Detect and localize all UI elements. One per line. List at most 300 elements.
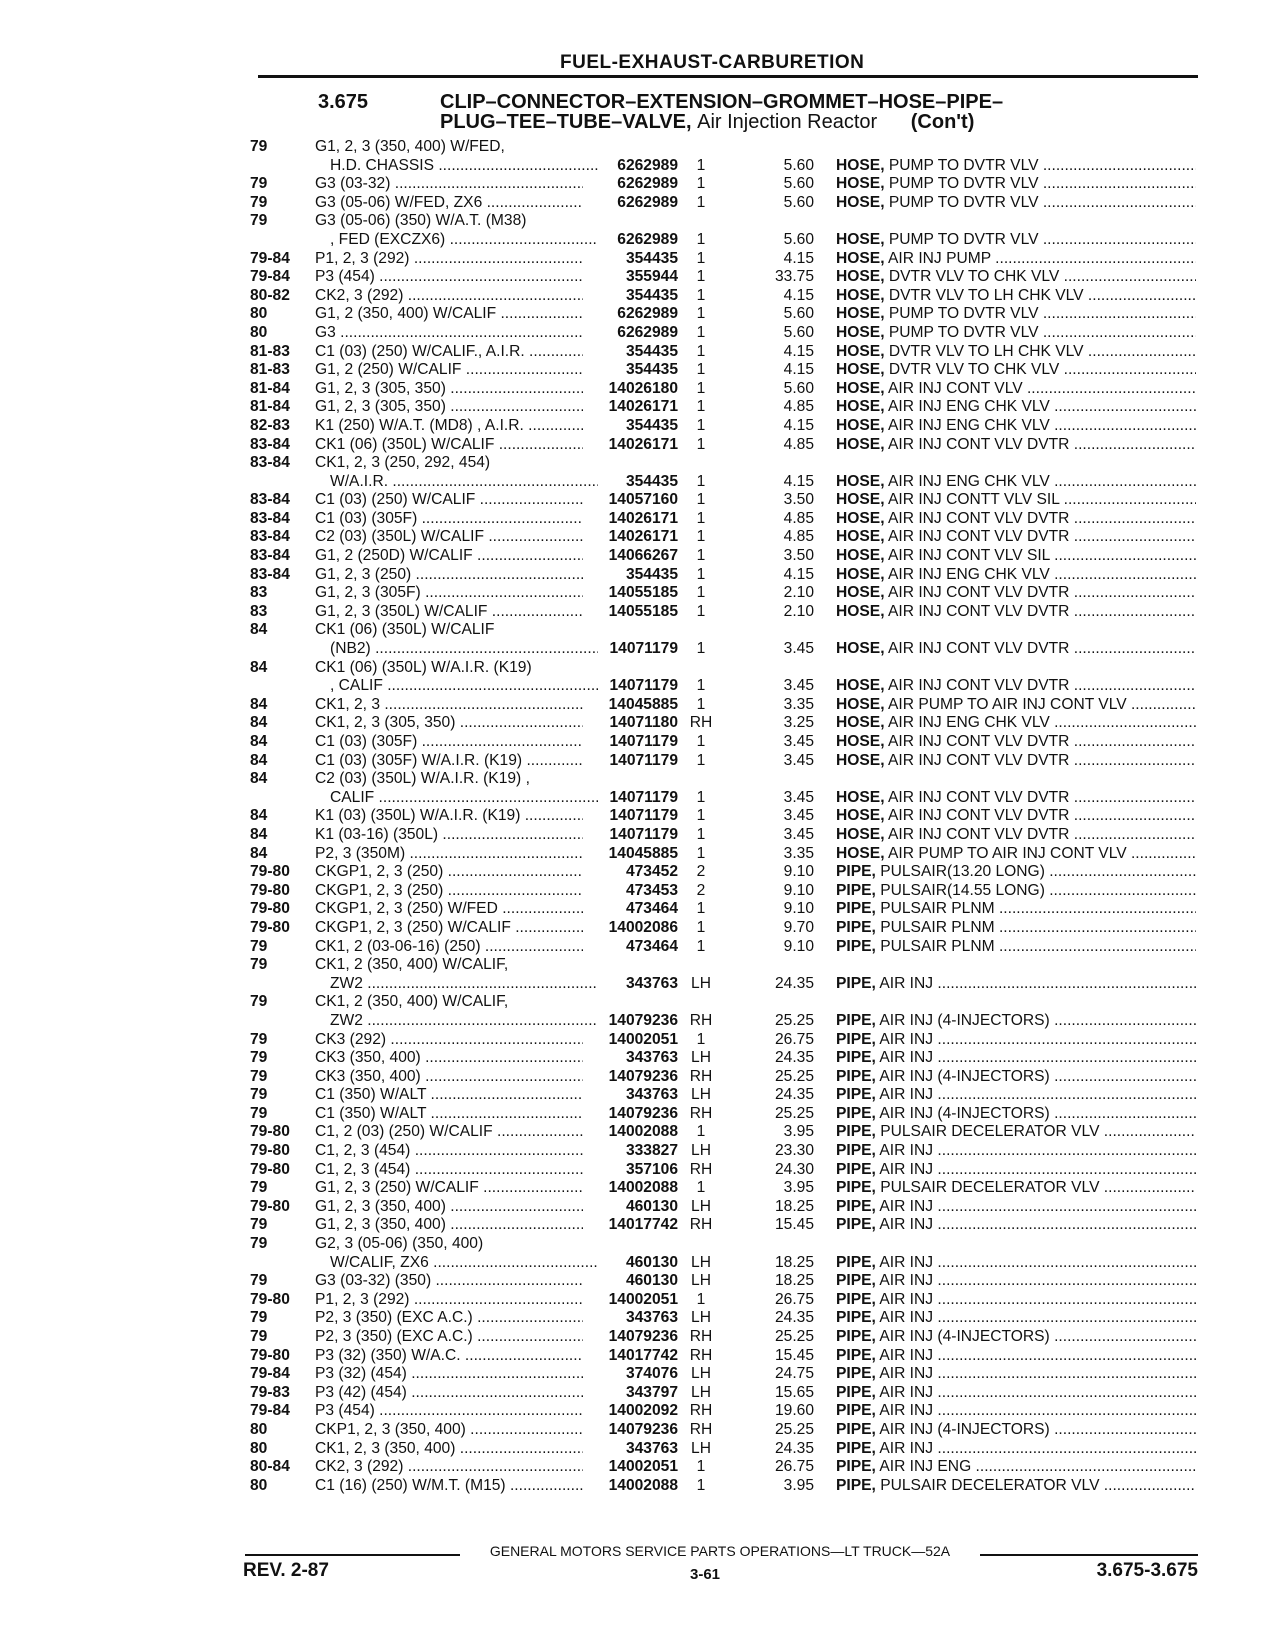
part-description — [836, 250, 1196, 269]
table-row — [0, 528, 1280, 547]
quantity: LH — [691, 1253, 711, 1271]
quantity: LH — [691, 1439, 711, 1457]
table-row — [0, 1421, 1280, 1440]
table-row — [0, 956, 1280, 975]
part-number: 6262989 — [617, 175, 678, 193]
part-number: 14071179 — [609, 788, 678, 806]
table-row — [0, 1440, 1280, 1459]
unit-price: 24.35 — [774, 1309, 814, 1327]
quantity: 1 — [696, 900, 706, 918]
vehicle-application: (NB2) ..... — [330, 640, 598, 659]
vehicle-application: P1, 2, 3 (292) ..... — [315, 1291, 583, 1310]
footer-section-reference: 3.675-3.675 — [1096, 1560, 1198, 1581]
part-number: 333827 — [625, 1142, 678, 1160]
model-year: 83 — [250, 584, 268, 602]
table-row — [0, 268, 1280, 287]
part-item-name: PIPE, — [836, 1290, 876, 1308]
model-year: 79-84 — [250, 268, 290, 286]
part-item-name: HOSE, — [836, 175, 885, 193]
part-number: 14071179 — [609, 751, 678, 769]
part-item-name: HOSE, — [836, 788, 885, 806]
table-row — [0, 212, 1280, 231]
part-number: 357106 — [625, 1160, 678, 1178]
model-year: 84 — [250, 844, 268, 862]
model-year: 84 — [250, 658, 268, 676]
model-year: 79 — [250, 1309, 268, 1327]
quantity: LH — [691, 1272, 711, 1290]
part-description — [836, 1254, 1196, 1273]
quantity: 1 — [696, 1458, 706, 1476]
part-number: 14079236 — [608, 1420, 678, 1438]
unit-price: 5.60 — [783, 230, 814, 248]
model-year: 79 — [250, 1272, 268, 1290]
model-year: 83-84 — [250, 509, 290, 527]
model-year: 79 — [250, 1216, 268, 1234]
quantity: 1 — [696, 342, 706, 360]
model-year: 84 — [250, 714, 268, 732]
part-number: 14026171 — [608, 398, 678, 416]
model-year: 80 — [250, 1420, 268, 1438]
quantity: 1 — [696, 1476, 706, 1494]
table-row — [0, 882, 1280, 901]
table-row — [0, 305, 1280, 324]
part-description-text: AIR INJ — [879, 1383, 934, 1401]
part-number: 14002088 — [608, 1179, 678, 1197]
model-year: 84 — [250, 751, 268, 769]
part-item-name: HOSE, — [836, 844, 885, 862]
part-item-name: PIPE, — [836, 1439, 876, 1457]
vehicle-application: P3 (42) (454) ..... — [315, 1384, 583, 1403]
model-year: 81-83 — [250, 342, 290, 360]
vehicle-application: G1, 2, 3 (305F) ..... — [315, 584, 583, 603]
part-number: 354435 — [625, 565, 678, 583]
table-row — [0, 361, 1280, 380]
vehicle-application: CK2, 3 (292) ..... — [315, 287, 583, 306]
table-row — [0, 138, 1280, 157]
part-item-name: HOSE, — [836, 361, 885, 379]
quantity: 1 — [696, 1123, 706, 1141]
model-year: 81-84 — [250, 398, 290, 416]
part-description-text: AIR INJ (4-INJECTORS) — [879, 1067, 1050, 1085]
part-item-name: HOSE, — [836, 714, 885, 732]
unit-price: 18.25 — [774, 1197, 814, 1215]
part-description-text: AIR PUMP TO AIR INJ CONT VLV — [888, 695, 1127, 713]
model-year: 84 — [250, 695, 268, 713]
part-number: 14026171 — [608, 435, 678, 453]
part-item-name: HOSE, — [836, 547, 885, 565]
part-number: 354435 — [625, 361, 678, 379]
model-year: 79-80 — [250, 1290, 290, 1308]
part-item-name: PIPE, — [836, 918, 876, 936]
part-description-text: AIR INJ (4-INJECTORS) — [879, 1328, 1050, 1345]
quantity: 1 — [696, 286, 706, 304]
part-description — [836, 584, 1196, 603]
table-row — [0, 1123, 1280, 1142]
part-number: 14079236 — [608, 1011, 678, 1029]
part-number: 354435 — [625, 472, 678, 490]
part-description-text: AIR INJ (4-INJECTORS) — [879, 1104, 1050, 1122]
part-description-text: AIR INJ — [879, 1142, 934, 1160]
unit-price: 25.25 — [774, 1328, 814, 1345]
table-row — [0, 919, 1280, 938]
vehicle-application: CK1 (06) (350L) W/CALIF ..... — [315, 436, 583, 455]
quantity: 1 — [696, 937, 706, 955]
part-number: 6262989 — [617, 305, 678, 323]
unit-price: 9.10 — [783, 900, 814, 918]
part-number: 14017742 — [608, 1216, 678, 1234]
model-year: 80-84 — [250, 1458, 290, 1476]
quantity: 1 — [696, 249, 706, 267]
table-row — [0, 1216, 1280, 1235]
part-description-text: PUMP TO DVTR VLV — [888, 323, 1039, 341]
table-row — [0, 175, 1280, 194]
model-year: 79-80 — [250, 881, 290, 899]
vehicle-application: CKP1, 2, 3 (350, 400) ..... — [315, 1421, 583, 1440]
part-item-name: PIPE, — [836, 1383, 876, 1401]
quantity: 1 — [696, 807, 706, 825]
part-description — [836, 1142, 1196, 1161]
unit-price: 24.30 — [774, 1160, 814, 1178]
table-row — [0, 398, 1280, 417]
model-year: 79-83 — [250, 1383, 290, 1401]
model-year: 83-84 — [250, 435, 290, 453]
table-row — [0, 696, 1280, 715]
model-year: 79 — [250, 993, 268, 1011]
vehicle-application: G1, 2, 3 (350, 400) ..... — [315, 1198, 583, 1217]
table-row — [0, 584, 1280, 603]
table-row — [0, 752, 1280, 771]
part-item-name: PIPE, — [836, 1011, 876, 1029]
vehicle-application: CK3 (292) ..... — [315, 1031, 583, 1050]
vehicle-application: C1, 2 (03) (250) W/CALIF ..... — [315, 1123, 583, 1142]
table-row — [0, 1105, 1280, 1124]
part-description — [836, 938, 1196, 957]
part-description-text: AIR INJ CONT VLV DVTR — [888, 807, 1070, 825]
part-number: 343763 — [625, 974, 678, 992]
part-description — [836, 547, 1196, 566]
part-description-text: AIR INJ — [879, 1049, 934, 1067]
part-description-text: PULSAIR PLNM — [880, 900, 995, 918]
part-description — [836, 1086, 1196, 1105]
unit-price: 3.45 — [783, 677, 814, 695]
part-item-name: PIPE, — [836, 1142, 876, 1160]
table-row — [0, 975, 1280, 994]
table-row — [0, 380, 1280, 399]
quantity: LH — [691, 1383, 711, 1401]
table-row — [0, 231, 1280, 250]
part-description — [836, 640, 1196, 659]
quantity: 2 — [696, 881, 706, 899]
part-number: 473464 — [625, 937, 678, 955]
part-number: 473464 — [625, 900, 678, 918]
unit-price: 5.60 — [783, 156, 814, 174]
table-row — [0, 1402, 1280, 1421]
model-year: 79-80 — [250, 1123, 290, 1141]
unit-price: 4.85 — [783, 435, 814, 453]
part-description — [836, 473, 1196, 492]
part-description-text: AIR PUMP TO AIR INJ CONT VLV — [888, 844, 1127, 862]
part-item-name: HOSE, — [836, 509, 885, 527]
table-row — [0, 770, 1280, 789]
unit-price: 3.50 — [783, 547, 814, 565]
vehicle-application: P3 (454) ..... — [315, 268, 583, 287]
vehicle-application: C2 (03) (350L) W/CALIF ..... — [315, 528, 583, 547]
table-row — [0, 250, 1280, 269]
part-description-text: PULSAIR DECELERATOR VLV — [880, 1179, 1100, 1197]
section-heading-subtitle: Air Injection Reactor — [697, 111, 878, 133]
table-row — [0, 863, 1280, 882]
part-item-name: PIPE, — [836, 863, 876, 881]
vehicle-application: W/A.I.R. ..... — [330, 473, 598, 492]
part-description — [836, 231, 1196, 250]
quantity: 1 — [696, 1030, 706, 1048]
part-description-text: AIR INJ CONT VLV DVTR — [888, 825, 1070, 843]
quantity: LH — [691, 1142, 711, 1160]
part-description — [836, 1384, 1196, 1403]
part-description — [836, 528, 1196, 547]
quantity: RH — [689, 1420, 713, 1438]
table-row — [0, 1142, 1280, 1161]
table-row — [0, 1291, 1280, 1310]
part-item-name: PIPE, — [836, 1328, 876, 1345]
vehicle-application: K1 (250) W/A.T. (MD8) , A.I.R. ..... — [315, 417, 583, 436]
part-description-text: AIR INJ (4-INJECTORS) — [879, 1420, 1050, 1438]
vehicle-application: P3 (32) (350) W/A.C. ..... — [315, 1347, 583, 1366]
table-row — [0, 1179, 1280, 1198]
part-item-name: PIPE, — [836, 1402, 876, 1420]
quantity: 1 — [696, 268, 706, 286]
part-description-text: AIR INJ — [879, 1439, 934, 1457]
model-year: 79 — [250, 175, 268, 193]
model-year: 81-84 — [250, 379, 290, 397]
table-row — [0, 677, 1280, 696]
part-item-name: HOSE, — [836, 602, 885, 620]
vehicle-application: G1, 2, 3 (250) W/CALIF ..... — [315, 1179, 583, 1198]
part-item-name: HOSE, — [836, 584, 885, 602]
part-description — [836, 696, 1196, 715]
vehicle-application: C1 (350) W/ALT ..... — [315, 1086, 583, 1105]
part-description-text: AIR INJ CONT VLV DVTR — [888, 640, 1070, 658]
model-year: 80 — [250, 323, 268, 341]
model-year: 79 — [250, 193, 268, 211]
unit-price: 4.85 — [783, 509, 814, 527]
unit-price: 18.25 — [774, 1272, 814, 1290]
quantity: 1 — [696, 565, 706, 583]
table-row — [0, 1347, 1280, 1366]
part-description-text: AIR INJ — [879, 1030, 934, 1048]
table-row — [0, 1235, 1280, 1254]
table-row — [0, 1254, 1280, 1273]
vehicle-application: G2, 3 (05-06) (350, 400) — [315, 1235, 484, 1253]
header-rule — [258, 75, 1198, 78]
model-year: 82-83 — [250, 416, 290, 434]
model-year: 79-80 — [250, 1346, 290, 1364]
unit-price: 9.70 — [783, 918, 814, 936]
part-description-text: PULSAIR(13.20 LONG) — [880, 863, 1045, 881]
part-item-name: PIPE, — [836, 1160, 876, 1178]
part-number: 14002051 — [608, 1030, 678, 1048]
part-description — [836, 677, 1196, 696]
unit-price: 25.25 — [774, 1420, 814, 1438]
unit-price: 4.15 — [783, 472, 814, 490]
table-row — [0, 1086, 1280, 1105]
part-description-text: PUMP TO DVTR VLV — [888, 305, 1039, 323]
part-description — [836, 398, 1196, 417]
section-heading-line1: CLIP–CONNECTOR–EXTENSION–GROMMET–HOSE–PIPE– — [440, 91, 1004, 113]
model-year: 79 — [250, 1328, 268, 1345]
model-year: 79-84 — [250, 1402, 290, 1420]
unit-price: 4.15 — [783, 342, 814, 360]
part-description — [836, 1012, 1196, 1031]
vehicle-application: P3 (32) (454) ..... — [315, 1365, 583, 1384]
vehicle-application: CK3 (350, 400) ..... — [315, 1068, 583, 1087]
model-year: 83-84 — [250, 528, 290, 546]
quantity: RH — [689, 1011, 713, 1029]
table-row — [0, 1384, 1280, 1403]
part-description — [836, 1198, 1196, 1217]
part-number: 343797 — [625, 1383, 678, 1401]
part-item-name: PIPE, — [836, 1030, 876, 1048]
unit-price: 26.75 — [774, 1030, 814, 1048]
unit-price: 19.60 — [774, 1402, 814, 1420]
part-description — [836, 343, 1196, 362]
vehicle-application: P2, 3 (350) (EXC A.C.) ..... — [315, 1328, 583, 1347]
quantity: 1 — [696, 640, 706, 658]
table-row — [0, 938, 1280, 957]
vehicle-application: K1 (03-16) (350L) ..... — [315, 826, 583, 845]
quantity: LH — [691, 1086, 711, 1104]
part-description — [836, 1179, 1196, 1198]
model-year: 79 — [250, 1179, 268, 1197]
vehicle-application: K1 (03) (350L) W/A.I.R. (K19) ..... — [315, 807, 583, 826]
vehicle-application: CKGP1, 2, 3 (250) ..... — [315, 882, 583, 901]
part-item-name: PIPE, — [836, 1365, 876, 1383]
unit-price: 15.45 — [774, 1346, 814, 1364]
part-description-text: PULSAIR(14.55 LONG) — [880, 881, 1045, 899]
unit-price: 25.25 — [774, 1011, 814, 1029]
part-description — [836, 1123, 1196, 1142]
part-description-text: AIR INJ ENG — [879, 1458, 972, 1476]
table-row — [0, 287, 1280, 306]
quantity: 1 — [696, 1290, 706, 1308]
footer-page-number: 3-61 — [690, 1566, 721, 1583]
part-description-text: DVTR VLV TO CHK VLV — [888, 361, 1060, 379]
vehicle-application: CK1, 2 (350, 400) W/CALIF, — [315, 956, 509, 974]
part-number: 6262989 — [617, 193, 678, 211]
model-year: 80 — [250, 305, 268, 323]
part-description-text: AIR INJ ENG CHK VLV — [888, 416, 1050, 434]
model-year: 79-84 — [250, 1365, 290, 1383]
part-description — [836, 1291, 1196, 1310]
part-description-text: AIR INJ CONT VLV DVTR — [888, 509, 1070, 527]
part-description — [836, 1402, 1196, 1421]
part-description — [836, 975, 1196, 994]
part-number: 343763 — [625, 1049, 678, 1067]
quantity: 1 — [696, 230, 706, 248]
unit-price: 24.35 — [774, 974, 814, 992]
unit-price: 9.10 — [783, 863, 814, 881]
quantity: 1 — [696, 305, 706, 323]
part-number: 14066267 — [608, 547, 678, 565]
part-number: 6262989 — [617, 230, 678, 248]
quantity: RH — [689, 1216, 713, 1234]
vehicle-application: G1, 2, 3 (305, 350) ..... — [315, 398, 583, 417]
vehicle-application: H.D. CHASSIS ..... — [330, 157, 598, 176]
part-item-name: PIPE, — [836, 1458, 876, 1476]
part-description-text: AIR INJ ENG CHK VLV — [888, 565, 1050, 583]
table-row — [0, 714, 1280, 733]
part-description — [836, 1309, 1196, 1328]
unit-price: 9.10 — [783, 937, 814, 955]
model-year: 84 — [250, 621, 268, 639]
unit-price: 4.15 — [783, 249, 814, 267]
part-description-text: AIR INJ CONT VLV — [888, 379, 1023, 397]
quantity: 1 — [696, 844, 706, 862]
part-number: 374076 — [625, 1365, 678, 1383]
table-row — [0, 807, 1280, 826]
table-row — [0, 1328, 1280, 1347]
quantity: 1 — [696, 788, 706, 806]
part-number: 14071179 — [609, 825, 678, 843]
part-number: 14002051 — [608, 1290, 678, 1308]
quantity: 1 — [696, 509, 706, 527]
part-item-name: HOSE, — [836, 323, 885, 341]
part-description — [836, 882, 1196, 901]
part-number: 14002088 — [608, 1476, 678, 1494]
model-year: 83-84 — [250, 547, 290, 565]
part-number: 14002086 — [608, 918, 678, 936]
table-row — [0, 1049, 1280, 1068]
part-number: 14079236 — [608, 1067, 678, 1085]
section-heading-parts: PLUG–TEE–TUBE–VALVE, — [440, 111, 692, 133]
part-description — [836, 900, 1196, 919]
part-item-name: HOSE, — [836, 193, 885, 211]
part-number: 14079236 — [608, 1328, 678, 1345]
vehicle-application: , FED (EXCZX6) ..... — [330, 231, 598, 250]
table-row — [0, 1272, 1280, 1291]
vehicle-application: CK1, 2 (350, 400) W/CALIF, — [315, 993, 509, 1011]
unit-price: 3.45 — [783, 807, 814, 825]
model-year: 84 — [250, 807, 268, 825]
part-description-text: AIR INJ — [879, 1197, 934, 1215]
part-description — [836, 789, 1196, 808]
part-number: 343763 — [625, 1309, 678, 1327]
vehicle-application: CK1, 2, 3 (305, 350) ..... — [315, 714, 583, 733]
model-year: 79 — [250, 1030, 268, 1048]
quantity: 1 — [696, 825, 706, 843]
vehicle-application: P2, 3 (350M) ..... — [315, 845, 583, 864]
part-number: 355944 — [625, 268, 678, 286]
part-description-text: AIR INJ (4-INJECTORS) — [879, 1011, 1050, 1029]
vehicle-application: , CALIF ..... — [330, 677, 598, 696]
quantity: RH — [689, 1346, 713, 1364]
quantity: 1 — [696, 733, 706, 750]
part-description — [836, 733, 1196, 752]
part-description-text: PUMP TO DVTR VLV — [888, 156, 1039, 174]
model-year: 79 — [250, 937, 268, 955]
vehicle-application: G1, 2 (350, 400) W/CALIF ..... — [315, 305, 583, 324]
quantity: RH — [689, 1402, 713, 1420]
table-row — [0, 491, 1280, 510]
unit-price: 5.60 — [783, 305, 814, 323]
unit-price: 3.25 — [783, 714, 814, 732]
model-year: 79-80 — [250, 900, 290, 918]
unit-price: 3.45 — [783, 825, 814, 843]
part-item-name: HOSE, — [836, 807, 885, 825]
vehicle-application: CKGP1, 2, 3 (250) W/CALIF ..... — [315, 919, 583, 938]
part-description-text: DVTR VLV TO LH CHK VLV — [888, 342, 1084, 360]
part-description-text: AIR INJ — [879, 974, 934, 992]
